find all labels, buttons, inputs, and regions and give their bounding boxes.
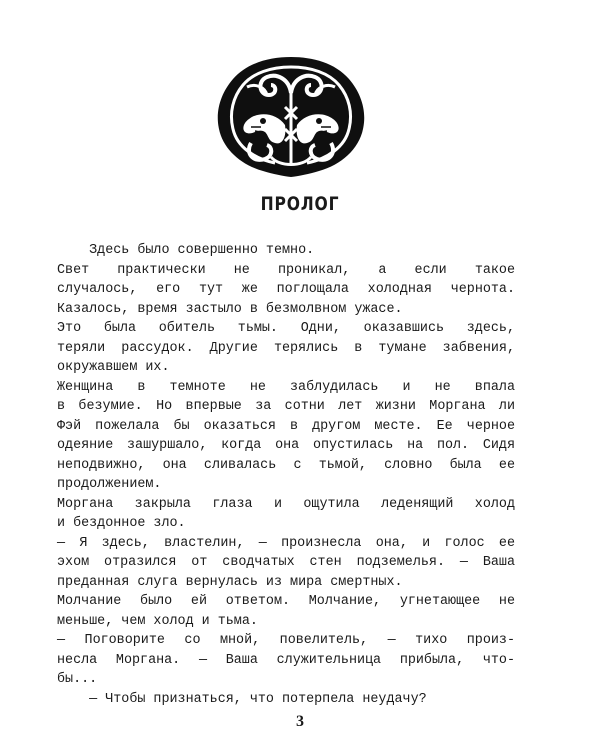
text-line: — Поговорите со мной, повелитель, — тихо произ- — [57, 633, 515, 648]
text-line: и бездонное зло. — [57, 516, 186, 531]
text-line: Женщина в темноте не заблудилась и не впала — [57, 379, 515, 395]
text-line: — Чтобы признаться, что потерпела неудачу? — [57, 691, 427, 707]
text-line: преданная слуга вернулась из мира смертных. — [57, 574, 403, 590]
text-line: продолжением. — [57, 477, 162, 492]
text-line: теряли рассудок. Другие терялись в тумане забвения, — [57, 340, 515, 356]
text-line: Фэй пожелала бы оказаться в другом месте. Ее черное — [57, 418, 515, 434]
text-line: окружавшем их. — [57, 360, 170, 375]
prologue-text — [57, 241, 515, 709]
text-line: Свет практически не проникал, а если такое — [57, 262, 515, 278]
chapter-title: ПРОЛОГ — [260, 193, 340, 215]
text-line: меньше, чем холод и тьма. — [57, 613, 258, 629]
text-line: Моргана закрыла глаза и ощутила леденящий холод — [57, 496, 515, 512]
text-line: неподвижно, она сливалась с тьмой, словно была ее — [57, 457, 515, 473]
text-line: несла Моргана. — Ваша служительница прибыла, что- — [57, 652, 515, 668]
text-line: в безумие. Но впервые за сотни лет жизни Моргана ли — [57, 399, 515, 414]
text-line: Здесь было совершенно темно. — [57, 243, 315, 258]
text-line: Казалось, время застыло в безмолвном ужасе. — [57, 301, 403, 317]
text-line: одеяние зашуршало, когда она опустилась на пол. Сидя — [57, 438, 515, 453]
text-line: бы... — [57, 672, 98, 687]
text-line: случалось, его тут же поглощала холодная чернота. — [57, 282, 515, 297]
text-line: Молчание было ей ответом. Молчание, угнетающее не — [57, 594, 515, 609]
text-line: Это была обитель тьмы. Одни, оказавшись здесь, — [57, 321, 515, 336]
page-number: 3 — [296, 713, 304, 730]
text-line: эхом отразился от сводчатых стен подземелья. — Ваша — [57, 555, 515, 570]
text-line: — Я здесь, властелин, — произнесла она, и голос ее — [57, 535, 515, 551]
celtic-dragons-emblem — [211, 53, 371, 181]
